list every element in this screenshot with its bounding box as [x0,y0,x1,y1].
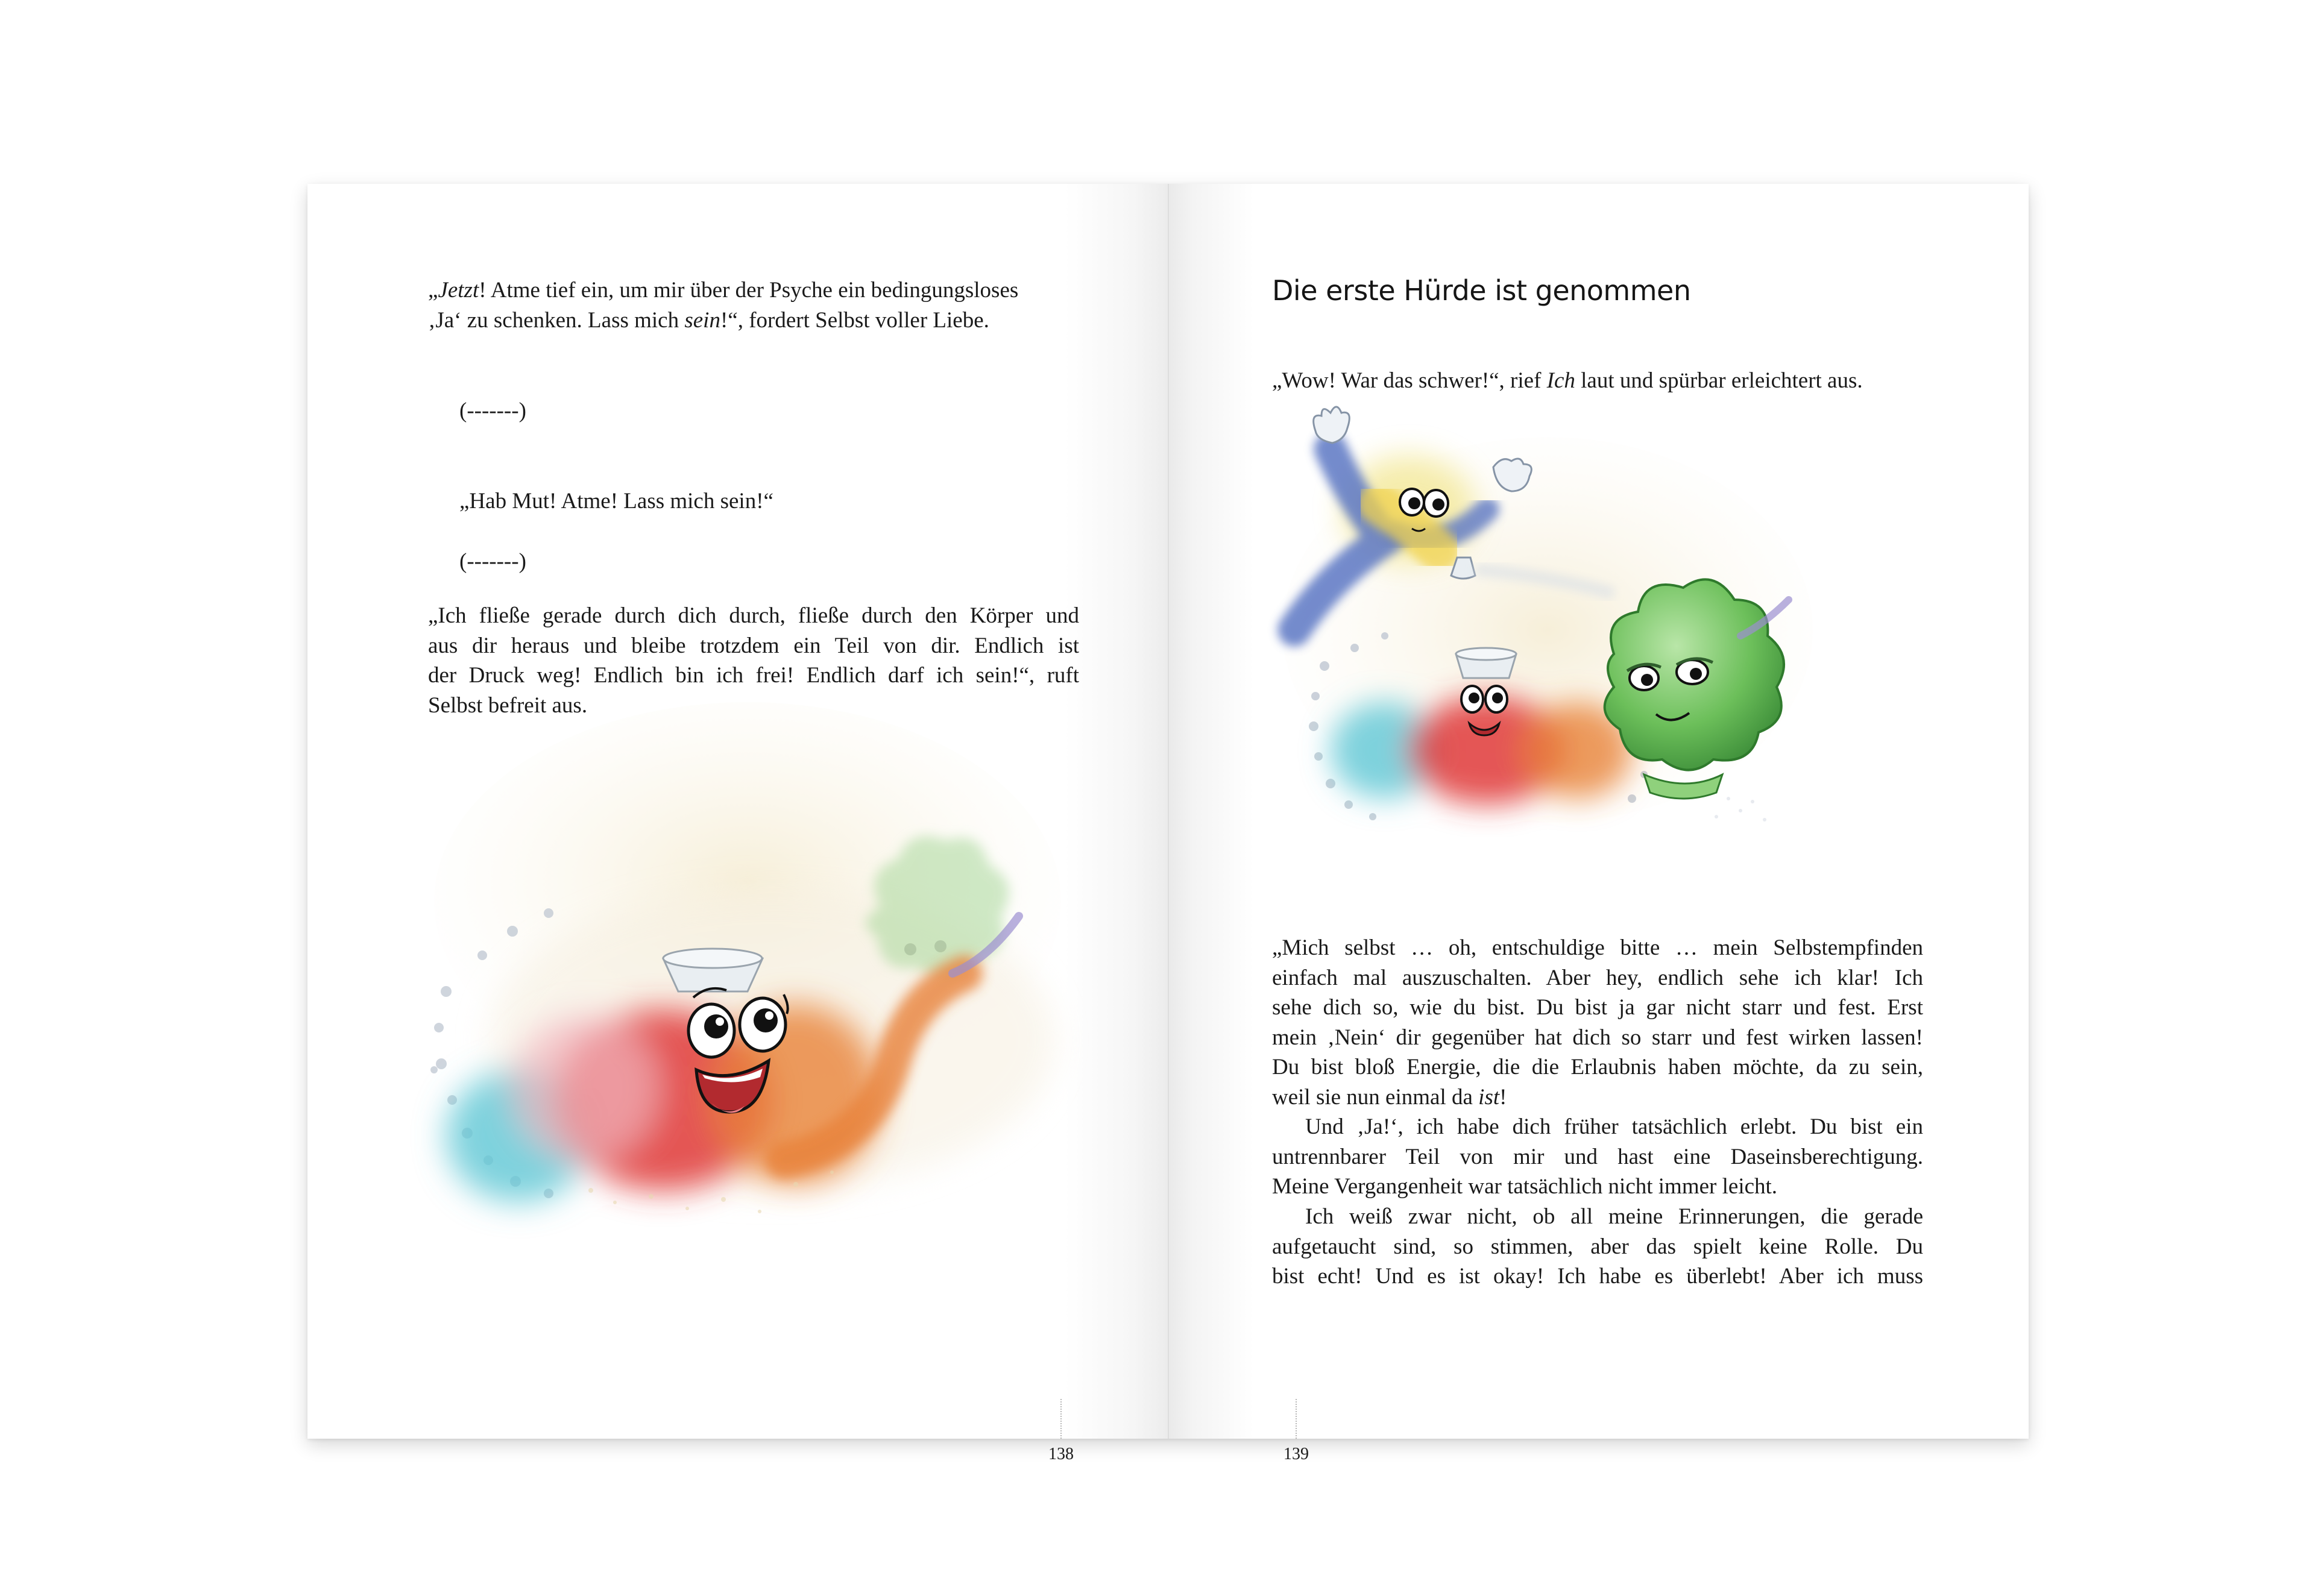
left-page [307,184,1168,1463]
intro-line: „Wow! War das schwer!“, rief Ich laut und spürbar erleichtert aus. [1272,368,1863,393]
text-line: einfach mal auszuschalten. Aber hey, endlich sehe ich klar! Ich [1272,965,1923,990]
book-spread [307,184,2029,1463]
left-paragraph-1 [428,275,1079,335]
emphasis: sein [684,307,720,333]
emphasis: ist [1478,1084,1500,1110]
text-line: aus dir heraus und bleibe trotzdem ein Teil von dir. Endlich ist [428,633,1079,658]
encouragement-line: „Hab Mut! Atme! Lass mich sein!“ [459,489,773,514]
text-line: ‚Ja‘ zu schenken. Lass mich sein!“, fordert Selbst voller Liebe. [428,307,989,333]
text-line: Du bist bloß Energie, die die Erlaubnis haben möchte, da zu sein, [1272,1055,1923,1079]
text-line: Selbst befreit aus. [428,693,588,718]
text-line: der Druck weg! Endlich bin ich frei! Endlich darf ich sein!“, ruft [428,663,1079,688]
bottle-cap [663,949,763,991]
text-line: Meine Vergangenheit war tatsächlich nicht immer leicht. [1272,1174,1778,1199]
text-line: „Mich selbst … oh, entschuldige bitte … mein Selbstempfinden [1272,935,1923,960]
right-page [1168,184,2029,1463]
text-line: mein ‚Nein‘ dir gegenüber hat dich so starr und fest wirken lassen! [1272,1025,1923,1050]
right-paragraph-2 [1272,1112,1923,1202]
text-line: „Ich fließe gerade durch dich durch, fließe durch den Körper und [428,603,1079,628]
chapter-heading: Die erste Hürde ist genommen [1272,274,1691,307]
pause-marker-2: (-------) [459,549,526,574]
page-number: 138 [1048,1445,1074,1463]
text-line: bist echt! Und es ist okay! Ich habe es überlebt! Aber ich muss [1272,1264,1923,1289]
text-line: „Jetzt! Atme tief ein, um mir über der Psyche ein bedingungsloses [428,278,1019,303]
fold-mark [1296,1399,1297,1439]
page-number: 139 [1283,1445,1309,1463]
characters-illustration [1258,413,1921,895]
text-line: Ich weiß zwar nicht, ob all meine Erinnerungen, die gerade [1305,1204,1923,1229]
water-bottle-character-illustration [410,702,1109,1233]
text-line: sehe dich so, wie du bist. Du bist ja gar nicht starr und fest. Erst [1272,995,1923,1020]
book-gutter [1168,184,1169,1439]
right-paragraph-1 [1272,933,1923,1112]
text-line: aufgetaucht sind, so stimmen, aber das spielt keine Rolle. Du [1272,1234,1923,1259]
emphasis: Ich [1546,368,1575,393]
right-paragraph-3 [1272,1202,1923,1292]
emphasis: Jetzt [438,278,479,303]
text-line: untrennbarer Teil von mir und hast eine Daseinsberechtigung. [1272,1144,1923,1169]
text-line: weil sie nun einmal da ist! [1272,1084,1507,1110]
fold-mark [1060,1399,1062,1439]
pause-marker-1: (-------) [459,398,526,423]
text-line: Und ‚Ja!‘, ich habe dich früher tatsächlich erlebt. Du bist ein [1305,1114,1923,1139]
